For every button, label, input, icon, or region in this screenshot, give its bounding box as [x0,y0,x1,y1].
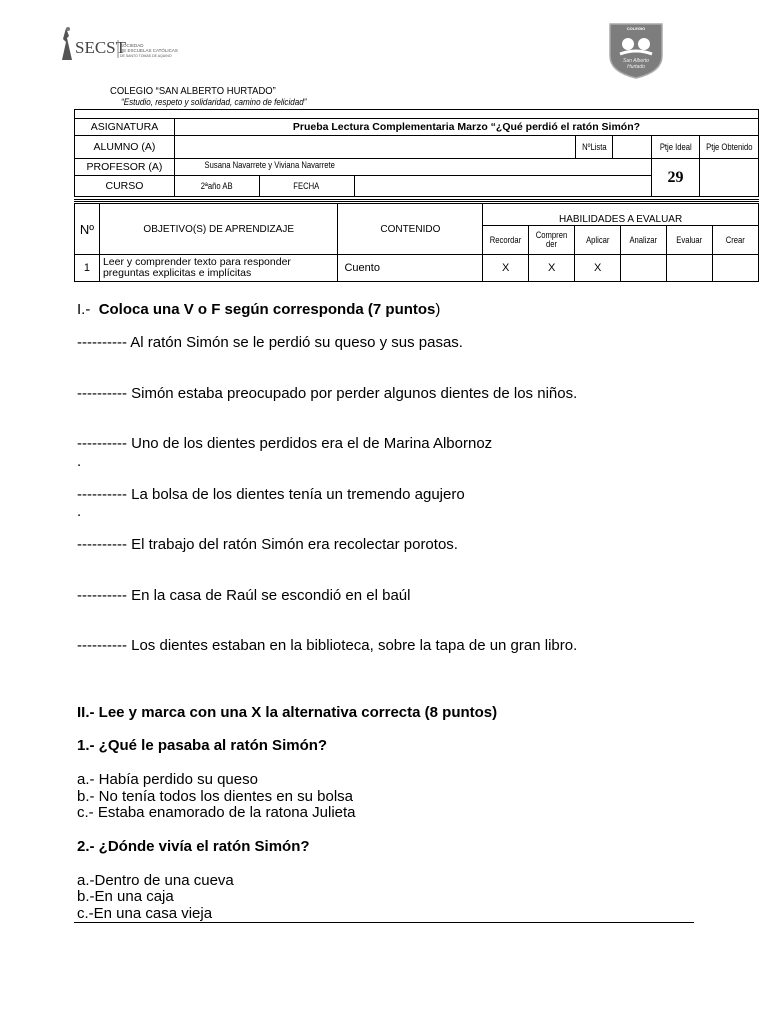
q1-option-b: b.- No tenía todos los dientes en su bolsa [77,788,354,805]
row-objetivo: Leer y comprender texto para responder preguntas explicitas e implícitas [99,255,338,282]
section2-title: II.- Lee y marca con una X la alternativa correcta (8 puntos) [77,704,498,721]
mark-aplicar: X [575,255,621,282]
skill-crear: Crear [713,226,759,255]
col-n-header: Nº [75,204,100,255]
logo-left-text: SECST [75,38,127,57]
q1-option-a: a.- Había perdido su queso [77,771,258,788]
col-habilidades-header: HABILIDADES A EVALUAR [483,204,759,226]
fecha-label: FECHA [259,176,354,197]
asignatura-value: Prueba Lectura Complementaria Marzo “¿Qué perdió el ratón Simón? [174,119,758,136]
ptje-obtenido-field[interactable] [699,159,758,197]
tf-item-6: ---------- En la casa de Raúl se escondió en el baúl [77,587,411,604]
section1-title-text: Coloca una V o F según corresponda (7 puntos [98,301,436,318]
nlista-field[interactable] [613,136,652,159]
bottom-rule [74,922,694,923]
nlista-label: NºLista [576,136,613,159]
profesor-label: PROFESOR (A) [75,159,175,176]
q2-option-c: c.-En una casa vieja [77,905,213,922]
tf-item-5: ---------- El trabajo del ratón Simón era recolectar porotos. [77,536,458,553]
q1-option-c: c.- Estaba enamorado de la ratona Julieta [77,804,356,821]
fecha-field[interactable] [354,176,651,197]
info-table [74,109,759,197]
skill-comprender: Compren der [529,226,575,255]
mark-evaluar [667,255,713,282]
tf-dot-1: . [77,453,82,470]
col-contenido-header: CONTENIDO [338,204,483,255]
ptje-ideal-label: Ptje Ideal [652,136,700,159]
info-top-rule [75,110,759,119]
crest-text-1: COLEGIO [626,26,646,31]
logo-left-sub-3: DE SANTO TOMÁS DE AQUINO [120,54,172,58]
profesor-value: Susana Navarrete y Viviana Navarrete [174,159,651,176]
alumno-label: ALUMNO (A) [75,136,175,159]
school-name: COLEGIO “SAN ALBERTO HURTADO” [110,85,276,97]
logo-left-sub-2: DE ESCUELAS CATÓLICAS [120,48,178,53]
tf-item-7: ---------- Los dientes estaban en la biblioteca, sobre la tapa de un gran libro. [77,637,578,654]
row-n: 1 [75,255,100,282]
section1-title [77,301,440,318]
double-divider [74,199,759,202]
logo-left-sub-1: SOCIEDAD [120,43,144,48]
alumno-field[interactable] [174,136,575,159]
tf-item-2: ---------- Simón estaba preocupado por perder algunos dientes de los niños. [77,385,578,402]
skill-evaluar: Evaluar [667,226,713,255]
ptje-ideal-value: 29 [652,159,700,197]
objectives-table [74,203,759,282]
tf-item-4: ---------- La bolsa de los dientes tenía un tremendo agujero [77,486,465,503]
school-motto: “Estudio, respeto y solidaridad, camino de felicidad” [121,97,307,107]
skill-recordar: Recordar [483,226,529,255]
row-contenido: Cuento [338,255,483,282]
question-1: 1.- ¿Qué le pasaba al ratón Simón? [77,737,328,754]
section1-title-end: ) [435,301,441,318]
secst-logo [58,24,178,64]
crest-text-3: Hurtado [627,64,645,70]
q2-option-a: a.-Dentro de una cueva [77,872,234,889]
tf-dot-2: . [77,503,82,520]
question-2: 2.- ¿Dónde vivía el ratón Simón? [77,838,310,855]
section1-prefix: I.- [77,301,91,318]
tf-item-3: ---------- Uno de los dientes perdidos era el de Marina Albornoz [77,435,493,452]
mark-recordar: X [483,255,529,282]
mark-analizar [621,255,667,282]
colegio-crest-logo [606,20,666,80]
curso-value: 2ªaño AB [174,176,259,197]
skill-aplicar: Aplicar [575,226,621,255]
crest-text-2: San Alberto [623,58,649,64]
mark-comprender: X [529,255,575,282]
col-objetivo-header: OBJETIVO(S) DE APRENDIZAJE [99,204,338,255]
skill-analizar: Analizar [621,226,667,255]
ptje-obtenido-label: Ptje Obtenido [699,136,758,159]
asignatura-label: ASIGNATURA [75,119,175,136]
curso-label: CURSO [75,176,175,197]
q2-option-b: b.-En una caja [77,888,174,905]
tf-item-1: ---------- Al ratón Simón se le perdió su queso y sus pasas. [77,334,463,351]
mark-crear [713,255,759,282]
